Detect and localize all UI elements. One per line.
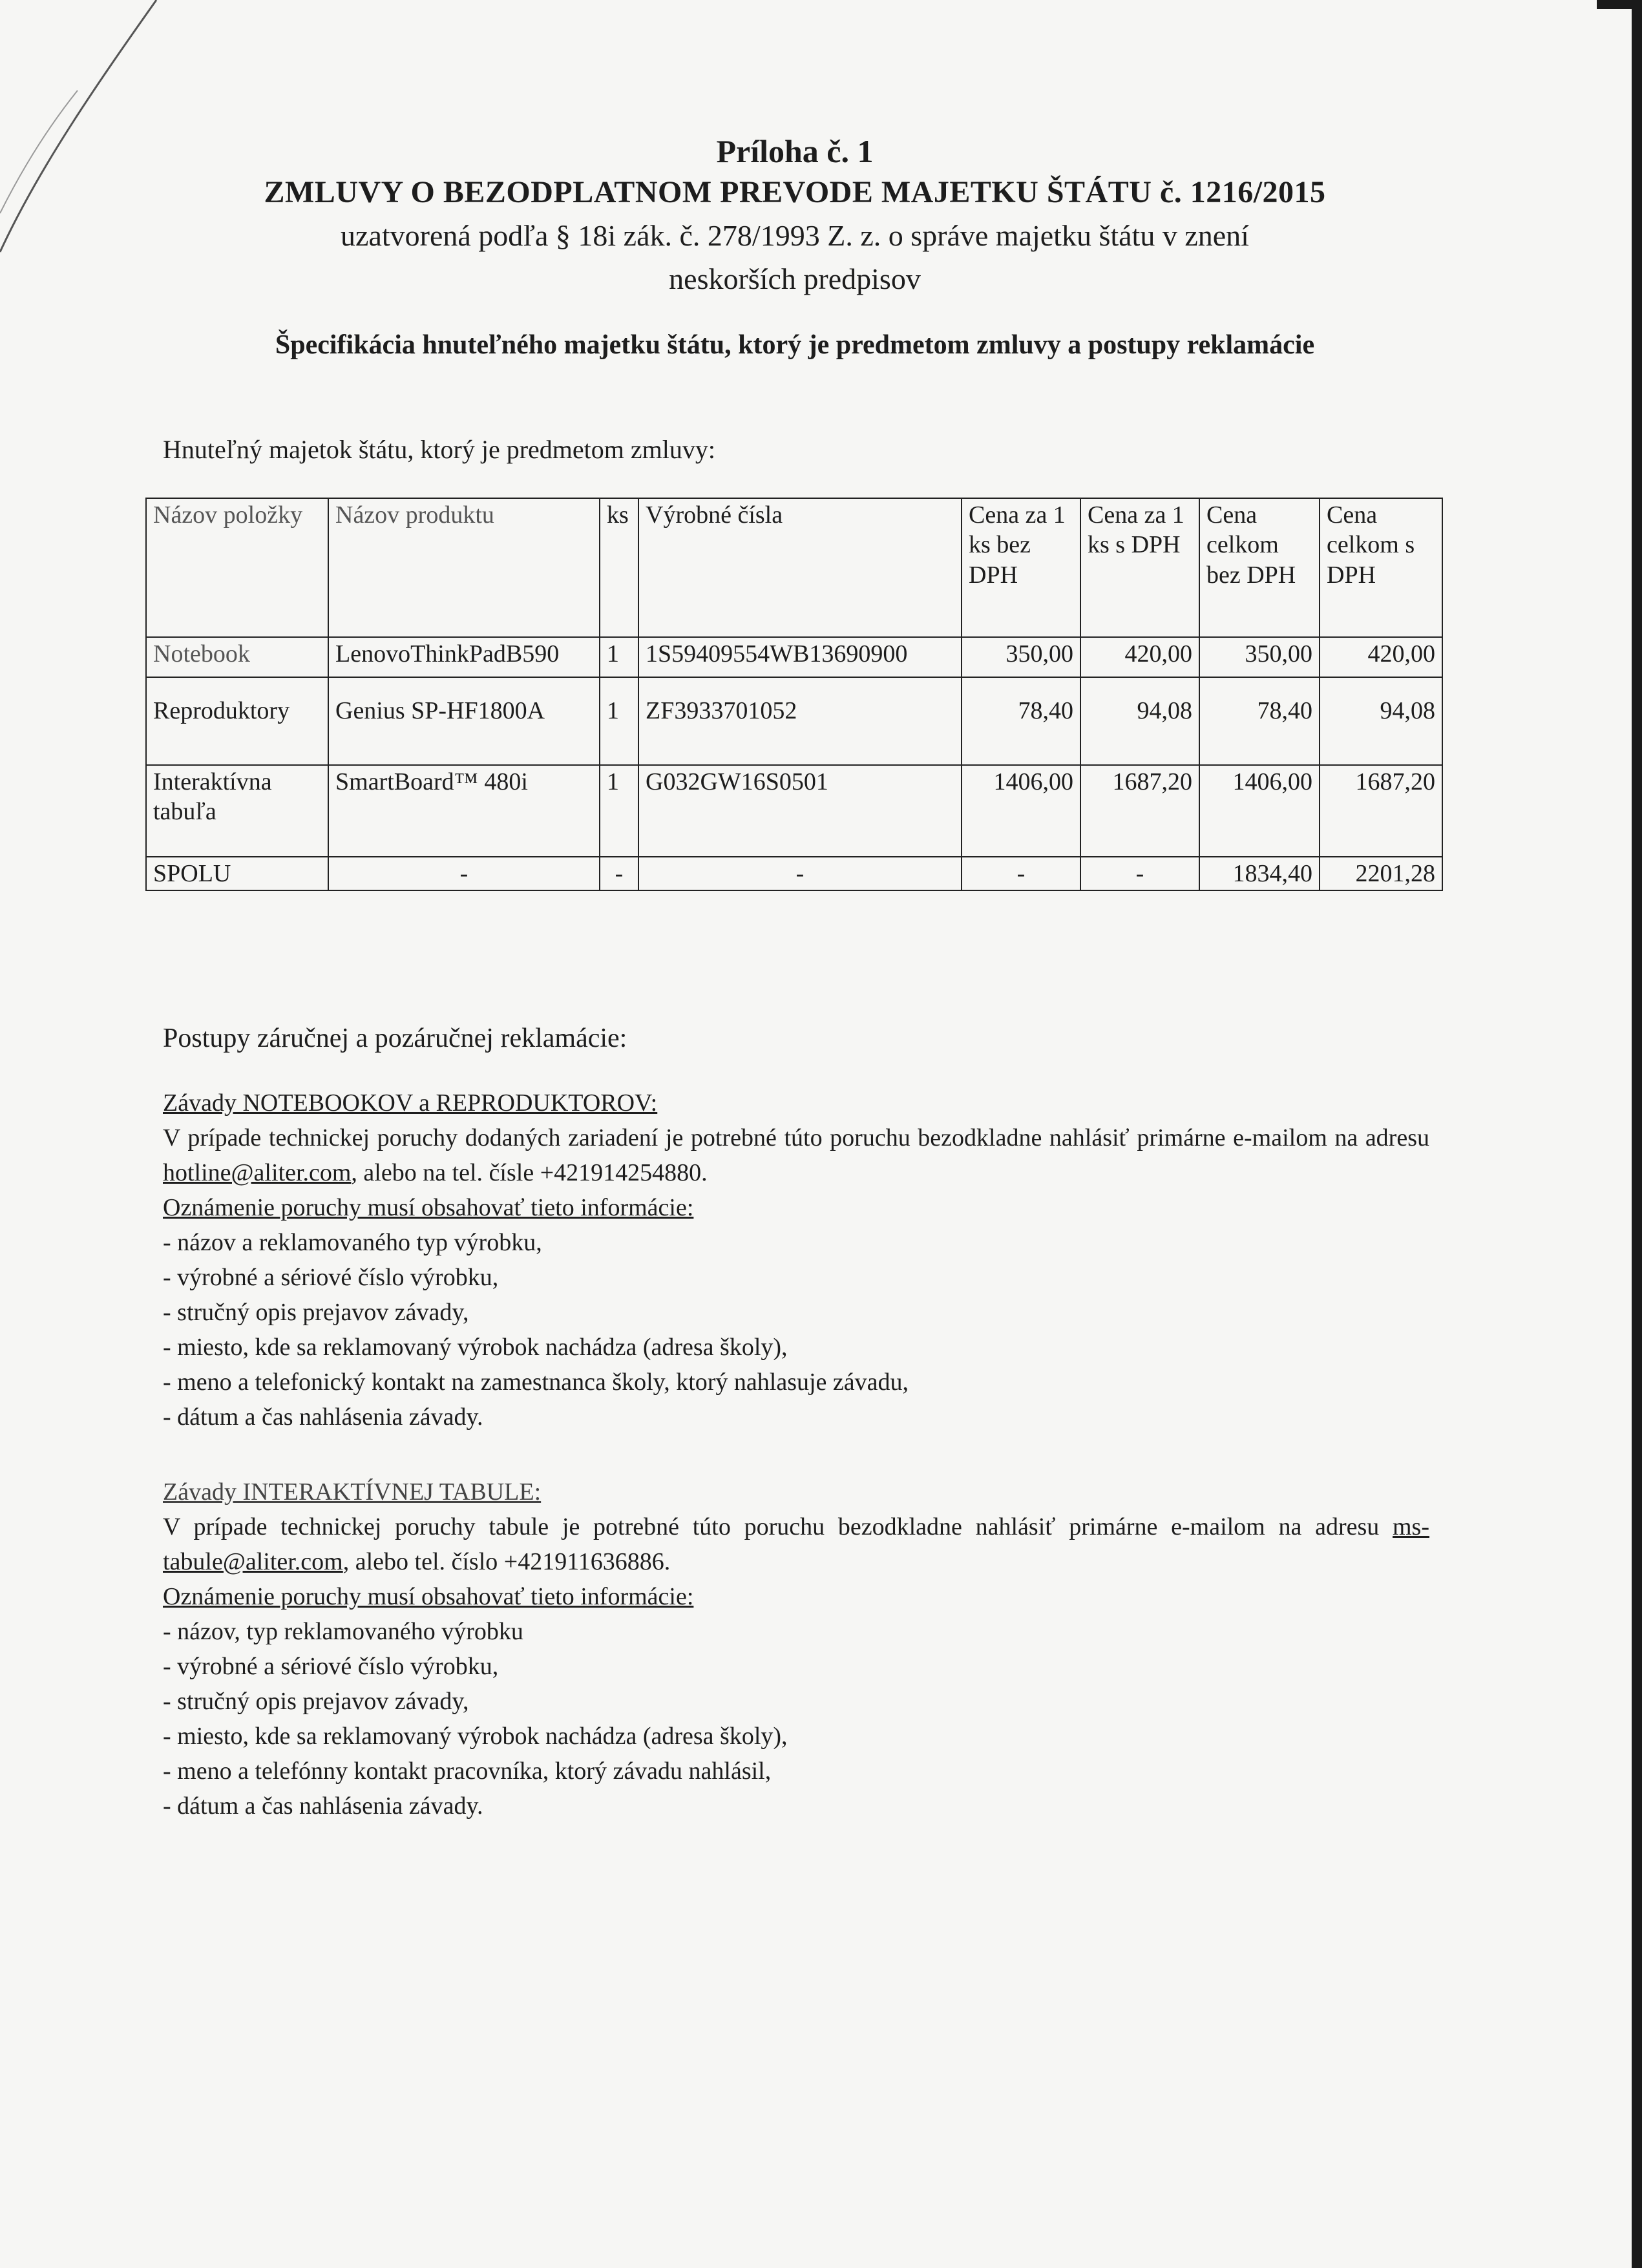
notebook-instructions (163, 1120, 1429, 1190)
table-cell: 1 (600, 677, 638, 765)
board-text-before: V prípade technickej poruchy tabule je potrebné túto poruchu bezodkladne nahlásiť primárne e-mailom na adresu (163, 1513, 1393, 1540)
table-cell: Genius SP-HF1800A (328, 677, 600, 765)
table-cell: 94,08 (1080, 677, 1199, 765)
table-cell: 350,00 (962, 637, 1080, 677)
table-row (146, 637, 1442, 677)
table-cell: 350,00 (1199, 637, 1320, 677)
table-cell: 1S59409554WB13690900 (638, 637, 962, 677)
table-intro: Hnuteľný majetok štátu, ktorý je predmetom zmluvy: (163, 435, 715, 464)
table-cell: 1687,20 (1080, 765, 1199, 857)
table-cell: 78,40 (1199, 677, 1320, 765)
table-cell: 1 (600, 637, 638, 677)
table-cell: - (328, 857, 600, 890)
table-cell: ZF3933701052 (638, 677, 962, 765)
column-header: Názov produktu (328, 498, 600, 637)
list-item: - miesto, kde sa reklamovaný výrobok nachádza (adresa školy), (163, 1723, 788, 1750)
table-cell: SmartBoard™ 480i (328, 765, 600, 857)
annex-title: Príloha č. 1 (716, 133, 874, 169)
notebook-complaints-section (163, 1086, 1429, 1434)
table-cell: 94,08 (1320, 677, 1442, 765)
table-cell: 420,00 (1320, 637, 1442, 677)
list-item: - stručný opis prejavov závady, (163, 1299, 469, 1326)
list-item: - dátum a čas nahlásenia závady. (163, 1792, 483, 1820)
table-header-row (146, 498, 1442, 637)
list-item: - výrobné a sériové číslo výrobku, (163, 1653, 499, 1680)
table-row (146, 677, 1442, 765)
total-with-vat: 2201,28 (1320, 857, 1442, 890)
legal-basis-line-2: neskorších predpisov (669, 262, 921, 295)
notebook-section-title: Závady NOTEBOOKOV a REPRODUKTOROV: (163, 1089, 658, 1117)
column-header: Cena za 1 ks s DPH (1080, 498, 1199, 637)
table-cell: Interaktívna tabuľa (146, 765, 328, 857)
table-cell: 420,00 (1080, 637, 1199, 677)
column-header: Názov položky (146, 498, 328, 637)
table-cell: Reproduktory (146, 677, 328, 765)
table-cell: 1 (600, 765, 638, 857)
table-cell: - (600, 857, 638, 890)
column-header: ks (600, 498, 638, 637)
scan-edge-right (1632, 0, 1642, 2268)
list-item: - názov a reklamovaného typ výrobku, (163, 1229, 542, 1256)
table-cell: 1406,00 (1199, 765, 1320, 857)
notebook-list-title: Oznámenie poruchy musí obsahovať tieto informácie: (163, 1194, 694, 1221)
board-list-title: Oznámenie poruchy musí obsahovať tieto informácie: (163, 1583, 694, 1610)
list-item: - miesto, kde sa reklamovaný výrobok nachádza (adresa školy), (163, 1334, 788, 1361)
board-section-title: Závady INTERAKTÍVNEJ TABULE: (163, 1478, 542, 1506)
specification-heading: Špecifikácia hnuteľného majetku štátu, ktorý je predmetom zmluvy a postupy reklamácie (275, 330, 1315, 360)
column-header: Cena za 1 ks bez DPH (962, 498, 1080, 637)
table-cell: 78,40 (962, 677, 1080, 765)
table-cell: - (1080, 857, 1199, 890)
table-total-row (146, 857, 1442, 890)
board-complaints-section (163, 1475, 1429, 1823)
list-item: - výrobné a sériové číslo výrobku, (163, 1264, 499, 1291)
table-cell: 1406,00 (962, 765, 1080, 857)
hotline-email-link[interactable]: hotline@aliter.com (163, 1159, 352, 1186)
column-header: Cena celkom bez DPH (1199, 498, 1320, 637)
total-label: SPOLU (146, 857, 328, 890)
board-email-link[interactable]: ms-tabule@aliter.com (163, 1513, 1429, 1575)
board-instructions (163, 1509, 1429, 1579)
table-cell: 1687,20 (1320, 765, 1442, 857)
notebook-text-before: V prípade technickej poruchy dodaných zariadení je potrebné túto poruchu bezodkladne nahlásiť primárne e-mailom na adresu (163, 1124, 1429, 1151)
complaints-heading: Postupy záručnej a pozáručnej reklamácie: (163, 1024, 627, 1053)
list-item: - meno a telefonický kontakt na zamestnanca školy, ktorý nahlasuje závadu, (163, 1369, 909, 1396)
table-row (146, 765, 1442, 857)
list-item: - dátum a čas nahlásenia závady. (163, 1403, 483, 1431)
notebook-text-after: , alebo na tel. čísle +421914254880. (351, 1159, 708, 1186)
table-cell: - (638, 857, 962, 890)
legal-basis-line-1: uzatvorená podľa § 18i zák. č. 278/1993 Z. z. o správe majetku štátu v znení (341, 219, 1249, 252)
column-header: Cena celkom s DPH (1320, 498, 1442, 637)
list-item: - meno a telefónny kontakt pracovníka, ktorý závadu nahlásil, (163, 1758, 772, 1785)
table-cell: G032GW16S0501 (638, 765, 962, 857)
scan-edge-top (1597, 0, 1642, 9)
list-item: - názov, typ reklamovaného výrobku (163, 1618, 523, 1645)
table-cell: - (962, 857, 1080, 890)
total-without-vat: 1834,40 (1199, 857, 1320, 890)
column-header: Výrobné čísla (638, 498, 962, 637)
table-cell: LenovoThinkPadB590 (328, 637, 600, 677)
property-table (145, 498, 1443, 891)
list-item: - stručný opis prejavov závady, (163, 1688, 469, 1715)
board-text-after: , alebo tel. číslo +421911636886. (342, 1548, 671, 1575)
contract-title: ZMLUVY O BEZODPLATNOM PREVODE MAJETKU ŠTÁTU č. 1216/2015 (264, 175, 1326, 209)
table-cell: Notebook (146, 637, 328, 677)
